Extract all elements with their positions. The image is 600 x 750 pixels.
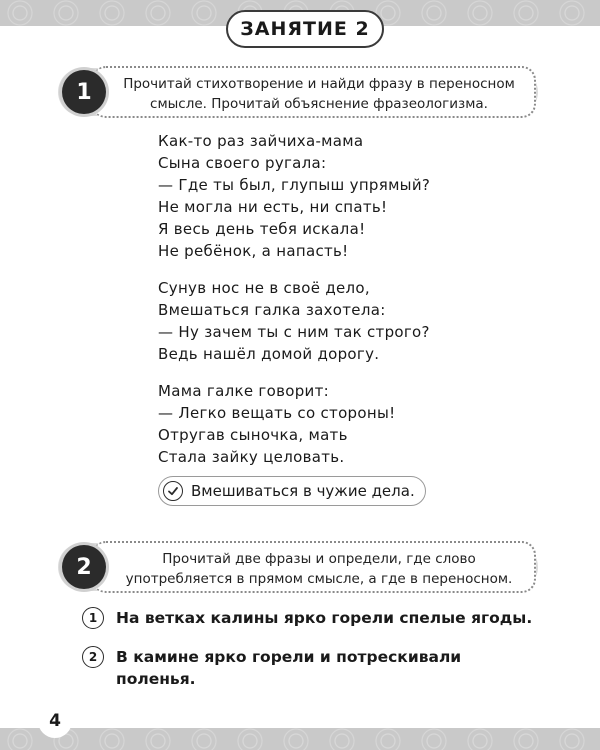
- lesson-title: ЗАНЯТИЕ 2: [240, 18, 370, 40]
- poem-line: Мама галке говорит:: [158, 382, 329, 400]
- sentence-2-text: В камине ярко горели и потрескивали поленья.: [116, 648, 462, 688]
- task1-instruction-line1: Прочитай стихотворение и найди фразу в переносном: [123, 76, 515, 92]
- sentence-2-number: 2: [82, 646, 104, 668]
- sentence-1: [82, 607, 552, 629]
- poem-line: — Где ты был, глупыш упрямый?: [158, 176, 431, 194]
- answer-box: [158, 476, 426, 506]
- poem-line: — Легко вещать со стороны!: [158, 404, 396, 422]
- poem-line: Я весь день тебя искала!: [158, 220, 366, 238]
- task1-number: 1: [76, 79, 92, 105]
- task1-instruction-box: [92, 66, 536, 118]
- poem-line: Сына своего ругала:: [158, 154, 327, 172]
- poem-line: Как-то раз зайчиха-мама: [158, 132, 364, 150]
- poem-line: Вмешаться галка захотела:: [158, 301, 386, 319]
- check-icon: [163, 481, 183, 501]
- poem: [158, 130, 430, 483]
- poem-stanza-3: [158, 380, 430, 468]
- task2-number: 2: [76, 554, 92, 580]
- poem-line: Ведь нашёл домой дорогу.: [158, 345, 380, 363]
- task2-number-badge: [62, 545, 106, 589]
- poem-line: Отругав сыночка, мать: [158, 426, 348, 444]
- bottom-decor-band: [0, 728, 600, 750]
- task1-number-badge: [62, 70, 106, 114]
- task2-instruction-line2: употребляется в прямом смысле, а где в переносном.: [125, 571, 513, 587]
- poem-line: — Ну зачем ты с ним так строго?: [158, 323, 430, 341]
- poem-line: Стала зайку целовать.: [158, 448, 345, 466]
- sentence-1-text: На ветках калины ярко горели спелые ягоды.: [116, 609, 533, 627]
- lesson-title-badge: [226, 10, 384, 48]
- poem-stanza-1: [158, 130, 430, 262]
- page-number: 4: [38, 704, 72, 738]
- poem-line: Сунув нос не в своё дело,: [158, 279, 370, 297]
- task2-instruction-line1: Прочитай две фразы и определи, где слово: [162, 551, 476, 567]
- sentence-1-number: 1: [82, 607, 104, 629]
- answer-text: Вмешиваться в чужие дела.: [191, 482, 415, 500]
- task2-instruction-box: [92, 541, 536, 593]
- poem-stanza-2: [158, 277, 430, 365]
- task1-instruction-line2: смысле. Прочитай объяснение фразеологизма.: [150, 96, 488, 112]
- sentence-2: [82, 646, 552, 690]
- poem-line: Не могла ни есть, ни спать!: [158, 198, 388, 216]
- poem-line: Не ребёнок, а напасть!: [158, 242, 349, 260]
